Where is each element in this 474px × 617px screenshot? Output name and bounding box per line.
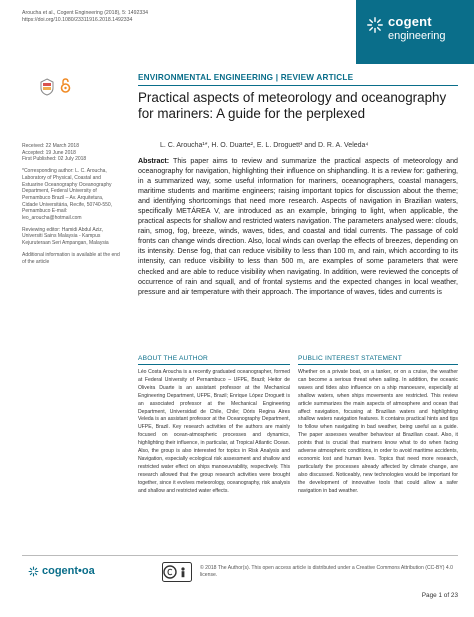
journal-logo[interactable] — [356, 0, 474, 64]
about-author-text: Léo Costa Aroucha is a recently graduated oceanographer, formed at Federal University of Pernambuco – UFPE, Brazil; Heitor de Oliveira Duarte is an assistant professor at the Mechanical Engineering Department, UFPE, Brazil; Enrique López Droguett is an associated professor at the Mechanical Engineering Department, Universidad de Chile, Chile; Dóris Regina Aires Veleda is an assistant professor at the Oceanography Department, UFPE, Brazil. Key research activities of the authors are mainly focused on ocean-atmospheric processes and dynamics, highlighting their influence, in particular, at Tropical Atlantic Ocean. Also, the group is also interested for topics in Risk Analysis and Navigation, especially ecological risk assessment and shallow and restricted water effect on ships manoeuvrability, respectively. This research allowed that the group research activities were brought together, since it evolves meteorology, oceanography, risk analysis and shallow and restricted water effects. — [138, 369, 290, 494]
received-date: Received: 22 March 2018 — [22, 143, 79, 149]
public-interest-heading: PUBLIC INTEREST STATEMENT — [298, 355, 458, 365]
logo-word-engineering: engineering — [388, 30, 446, 42]
public-interest-text: Whether on a private boat, on a tanker, or on a cruise, the weather can become a serious threat when sailing. In addition, the oceanic waves and tides also influence on a ship manoeuvre, especially at shallow waters, when ships movements are restricted. This review article summarizes the main aspects of atmosphere and ocean that affect navigation, focusing at Brazilian waters and highlighting shallow waters navigation features. It contains practical hints and tips to follow when navigating in bad weather, being useful as a guide. The paper assesses weather behaviour at Brazilian coast. Also, it points that is crucial that mariners know what to do when facing adverse atmospheric conditions, in order to avoid maritime accidents, economic lost and human lives. Topics that need more research, particularly the processes already affected by climate change, are also discussed. Noticeably, new technologies would be important for the development of innovative tools that could allow a safer navigation in bad weather. — [298, 369, 458, 494]
citation-doi-link[interactable]: https://doi.org/10.1080/23311916.2018.1492334 — [22, 17, 133, 23]
about-author-box — [138, 355, 290, 496]
page-number: Page 1 of 23 — [421, 592, 458, 599]
logo-word-cogent: cogent — [388, 14, 432, 29]
footer-divider — [22, 555, 458, 556]
reviewing-editor: Reviewing editor: Hamidi Abdul Aziz, Universiti Sains Malaysia - Kampus Kejuruteraan Seri Ampangan, Malaysia — [22, 226, 109, 247]
crossmark-icon[interactable] — [40, 78, 54, 96]
license-statement: © 2018 The Author(s). This open access article is distributed under a Creative Commons Attribution (CC-BY) 4.0 license. — [200, 565, 453, 578]
cogent-oa-logo[interactable] — [28, 565, 108, 579]
citation — [22, 10, 148, 24]
published-date: First Published: 02 July 2018 — [22, 156, 87, 163]
public-interest-box — [298, 355, 458, 496]
abstract-label: Abstract: — [138, 157, 170, 165]
about-author-heading: ABOUT THE AUTHOR — [138, 355, 290, 365]
author-list: L. C. Aroucha¹*, H. O. Duarte², E. L. Droguett³ and D. R. A. Veleda⁴ — [160, 142, 369, 149]
cogent-oa-wordmark: cogent•oa — [42, 565, 95, 577]
cogent-sunburst-icon — [366, 16, 384, 34]
article-title: Practical aspects of meteorology and oceanography for mariners: A guide for the perplexed — [138, 90, 447, 121]
cc-by-icon[interactable] — [162, 562, 192, 582]
article-section-label: ENVIRONMENTAL ENGINEERING | REVIEW ARTICLE — [138, 73, 354, 82]
article-sidebar — [22, 143, 120, 270]
correspondence-note: *Corresponding author: L. C. Aroucha, Laboratory of Physical, Coastal and Estuarine Oceanography Oceanography Department, Federal University of Pernambuco Brazil – Av. Arquitetura, Cidade Universitária, Recife, 50740-550, Pernambuco E-mail: leo_aroucha@hotmail.com — [22, 168, 113, 222]
abstract — [138, 156, 458, 297]
abstract-text: This paper aims to review and summarize the practical aspects of meteorology and oceanography for navigation, highlighting their influence on shiphandling. It is a review for: gathering, in a summarized way, some useful information for mariners, oceanographers, coastal managers, maritime students and maritime engineers; raising important topics for discussion about the theme; and identifying shortcomings that need more research. Aspects of navigation in Brazilian waters, specifically METÁREA V, are introduced as an example, bringing to light, when applicable, the practical aspects for shallow and restricted waters navigation. The parameters analysed were: clouds, rain, smog, fog, breeze, winds, waves, tides, and coastal and tidal currents. The passage of cold fronts can change winds direction. Also, local winds can overlap the effects of breezes, depending on its intensity. Dense fog, that can reduce visibility to less than 100 m, and rain, which according to its intensity, can reduce visibility to less than 500 m, are examples of some parameters that were checked and are able to reduce visibility when navigating. In addition, were reviewed the concepts of occurrence of rain and squall, and of frontal systems and the expected changes in local weather, pressure and air temperature with their approach. The importance of waves, tides and currents is — [138, 157, 458, 296]
open-access-lock-icon — [60, 78, 71, 93]
page-header — [0, 0, 474, 64]
additional-info-note: Additional information is available at the end of the article — [22, 251, 120, 265]
accepted-date: Accepted: 19 June 2018 — [22, 149, 76, 156]
section-divider — [138, 85, 458, 86]
citation-journal: Aroucha et al., Cogent Engineering (2018), 5: 1492334 — [22, 10, 149, 16]
cogent-sunburst-icon — [28, 566, 39, 577]
